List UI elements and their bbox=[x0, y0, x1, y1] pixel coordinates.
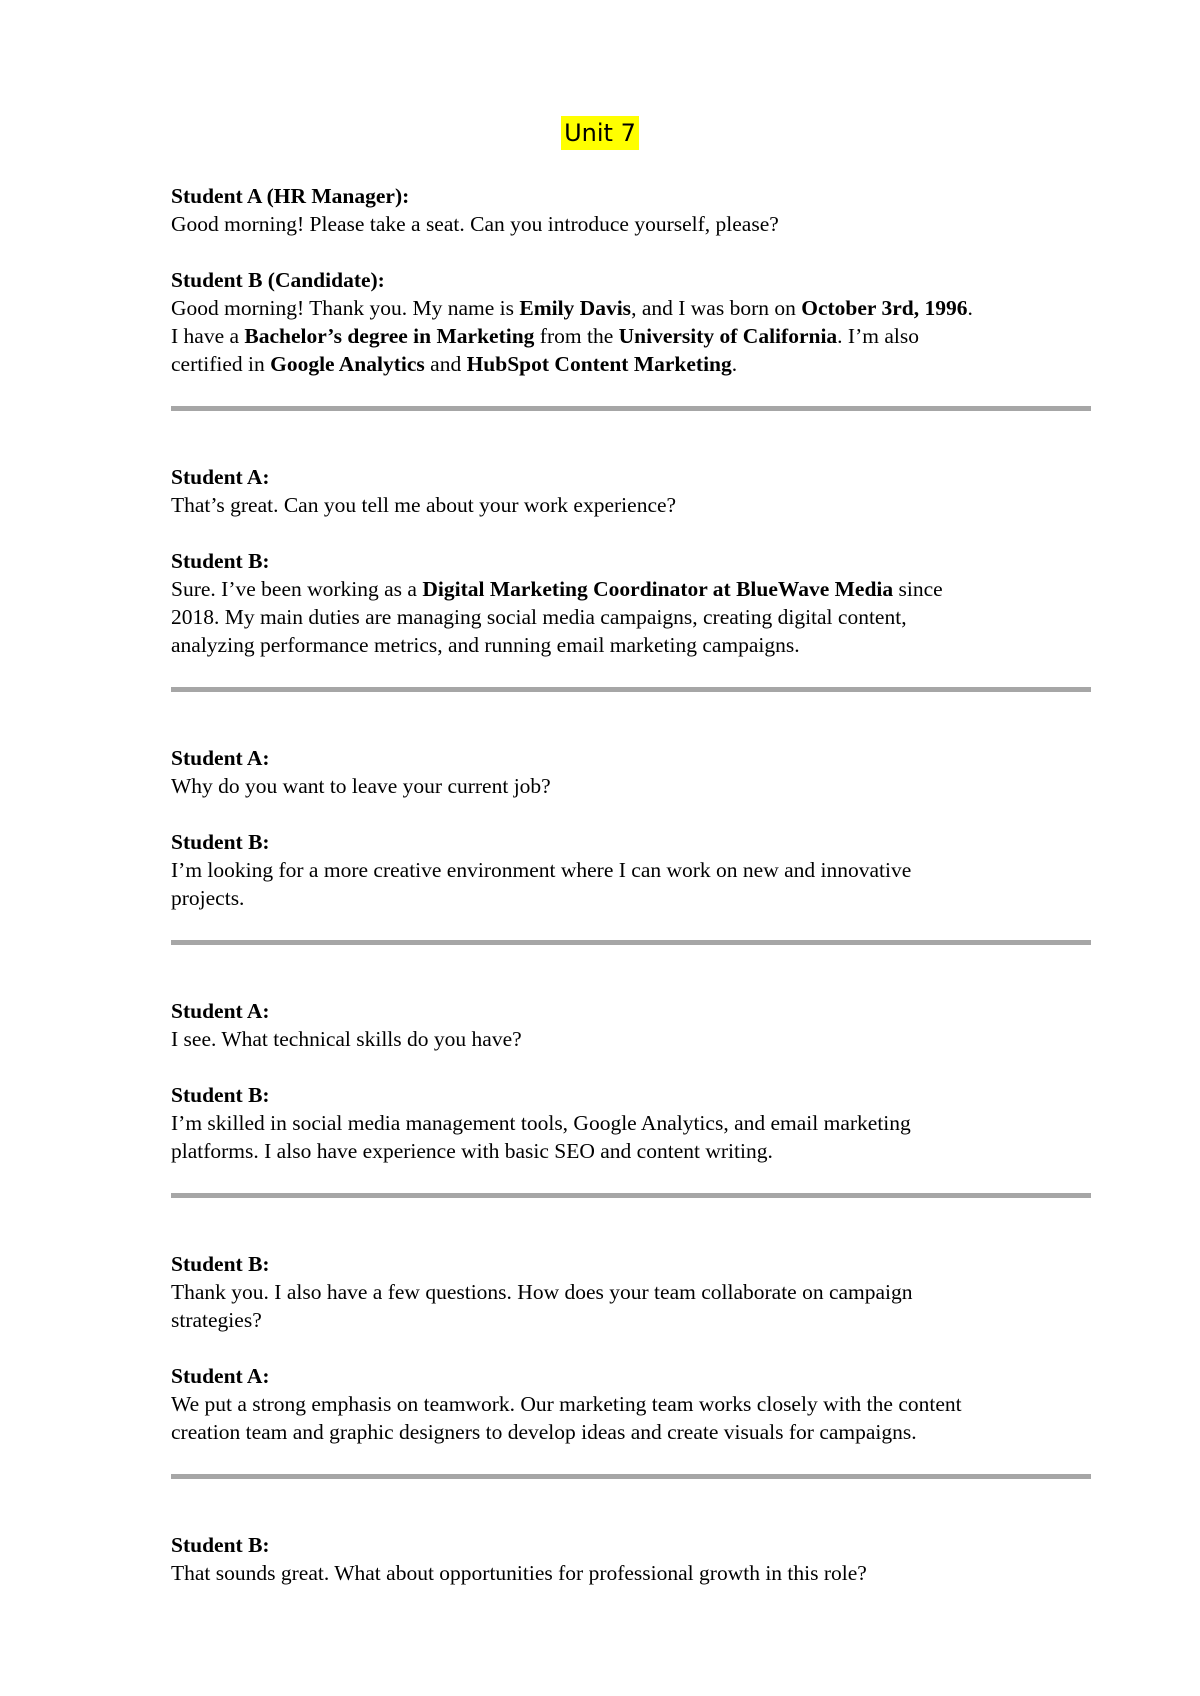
bold-name: Emily Davis bbox=[519, 296, 632, 320]
dialogue-content bbox=[171, 182, 1091, 1615]
dialogue-line: Why do you want to leave your current job? bbox=[171, 774, 551, 798]
section-divider bbox=[171, 1193, 1091, 1198]
dialogue-turn bbox=[171, 1531, 1091, 1587]
speaker-label: Student B: bbox=[171, 549, 270, 573]
dialogue-line: projects. bbox=[171, 886, 245, 910]
speaker-label: Student A: bbox=[171, 465, 270, 489]
dialogue-turn bbox=[171, 997, 1091, 1053]
dialogue-line: strategies? bbox=[171, 1308, 262, 1332]
dialogue-line: certified in Google Analytics and HubSpot Content Marketing. bbox=[171, 352, 738, 376]
bold-job-title: Digital Marketing Coordinator at BlueWave Media bbox=[422, 577, 894, 601]
page-title: Unit 7 bbox=[561, 116, 639, 150]
dialogue-line: 2018. My main duties are managing social media campaigns, creating digital content, bbox=[171, 605, 907, 629]
dialogue-line: I have a Bachelor’s degree in Marketing from the University of California. I’m also bbox=[171, 324, 919, 348]
dialogue-line: Sure. I’ve been working as a Digital Marketing Coordinator at BlueWave Media since bbox=[171, 577, 943, 601]
dialogue-line: I’m looking for a more creative environment where I can work on new and innovative bbox=[171, 858, 912, 882]
speaker-label: Student B: bbox=[171, 1083, 270, 1107]
bold-university: University of California bbox=[618, 324, 838, 348]
bold-birthdate: October 3rd, 1996 bbox=[801, 296, 968, 320]
dialogue-turn bbox=[171, 266, 1091, 378]
speaker-label: Student B: bbox=[171, 1252, 270, 1276]
dialogue-line: Good morning! Thank you. My name is Emily Davis, and I was born on October 3rd, 1996. bbox=[171, 296, 973, 320]
dialogue-turn bbox=[171, 1081, 1091, 1165]
speaker-label: Student B: bbox=[171, 830, 270, 854]
dialogue-line: platforms. I also have experience with basic SEO and content writing. bbox=[171, 1139, 773, 1163]
dialogue-line: I’m skilled in social media management tools, Google Analytics, and email marketing bbox=[171, 1111, 911, 1135]
speaker-label: Student B (Candidate): bbox=[171, 268, 385, 292]
bold-certification: HubSpot Content Marketing bbox=[466, 352, 732, 376]
dialogue-line: That’s great. Can you tell me about your work experience? bbox=[171, 493, 677, 517]
section-divider bbox=[171, 940, 1091, 945]
dialogue-line: creation team and graphic designers to develop ideas and create visuals for campaigns. bbox=[171, 1420, 917, 1444]
dialogue-turn bbox=[171, 828, 1091, 912]
section-divider bbox=[171, 687, 1091, 692]
bold-degree: Bachelor’s degree in Marketing bbox=[244, 324, 535, 348]
dialogue-line: Thank you. I also have a few questions. How does your team collaborate on campaign bbox=[171, 1280, 913, 1304]
speaker-label: Student A: bbox=[171, 746, 270, 770]
dialogue-line: analyzing performance metrics, and running email marketing campaigns. bbox=[171, 633, 800, 657]
dialogue-line: We put a strong emphasis on teamwork. Our marketing team works closely with the content bbox=[171, 1392, 962, 1416]
dialogue-turn bbox=[171, 547, 1091, 659]
speaker-label: Student A: bbox=[171, 999, 270, 1023]
section-divider bbox=[171, 1474, 1091, 1479]
section-divider bbox=[171, 406, 1091, 411]
title-container bbox=[0, 116, 1200, 150]
dialogue-turn bbox=[171, 744, 1091, 800]
speaker-label: Student A: bbox=[171, 1364, 270, 1388]
dialogue-turn bbox=[171, 182, 1091, 238]
dialogue-turn bbox=[171, 463, 1091, 519]
speaker-label: Student B: bbox=[171, 1533, 270, 1557]
dialogue-turn bbox=[171, 1362, 1091, 1446]
dialogue-line: That sounds great. What about opportunities for professional growth in this role? bbox=[171, 1561, 867, 1585]
dialogue-line: Good morning! Please take a seat. Can you introduce yourself, please? bbox=[171, 212, 779, 236]
speaker-label: Student A (HR Manager): bbox=[171, 184, 410, 208]
bold-certification: Google Analytics bbox=[270, 352, 425, 376]
dialogue-line: I see. What technical skills do you have? bbox=[171, 1027, 522, 1051]
dialogue-turn bbox=[171, 1250, 1091, 1334]
